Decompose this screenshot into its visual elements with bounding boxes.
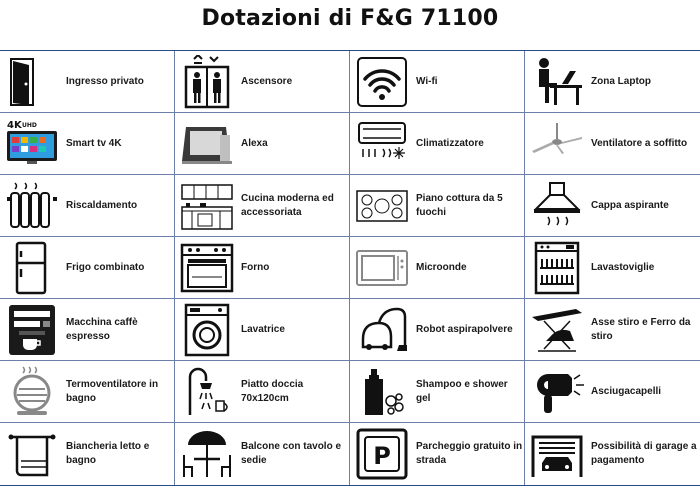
amenity-label: Robot aspirapolvere [416,323,513,335]
amenity-label: Macchina caffè espresso [66,316,138,342]
amenity-label: Asciugacapelli [591,385,662,397]
iron-icon [529,302,585,358]
elevator-icon [179,54,235,110]
amenity-item [350,361,525,423]
amenity-item [0,113,175,175]
cooktop-icon [354,178,410,234]
svg-text:P: P [373,442,391,470]
amenity-label: Zona Laptop [591,75,651,87]
amenity-label: Smart tv 4K [66,137,122,149]
shower-icon [179,364,235,420]
amenity-item [350,113,525,175]
microwave-icon [354,240,410,296]
kitchen-icon [179,178,235,234]
laptop-desk-icon [529,54,585,110]
washing-machine-icon [179,302,235,358]
amenity-item [525,237,700,299]
hair-dryer-icon [529,364,585,420]
amenity-label: Riscaldamento [66,199,138,211]
parking-icon [354,426,410,482]
dishwasher-icon [529,240,585,296]
amenity-label: Climatizzatore [416,137,484,149]
smart-tv-icon [4,116,60,172]
amenity-item [0,423,175,485]
amenity-item [0,237,175,299]
amenity-label: Lavatrice [241,323,285,335]
smart-display-icon [179,116,235,172]
amenity-label: Piatto doccia 70x120cm [241,378,304,404]
amenity-item [350,175,525,237]
amenity-item [350,299,525,361]
amenity-label: Termoventilatore in bagno [66,378,159,404]
fridge-icon [4,240,60,296]
svg-text:UHD: UHD [22,121,37,129]
amenity-item [525,423,700,485]
amenity-label: Piano cottura da 5 fuochi [416,192,503,218]
amenity-label: Possibilità di garage a pagamento [591,441,697,466]
oven-icon [179,240,235,296]
amenity-item [175,361,350,423]
amenities-grid [0,50,700,486]
amenity-item [175,299,350,361]
shampoo-icon [354,364,410,420]
garage-icon [529,426,585,482]
amenity-label: Biancheria letto e bagno [66,441,150,466]
amenity-label: Cappa aspirante [591,199,669,211]
amenity-label: Ventilatore a soffitto [591,137,688,149]
fan-heater-icon [4,364,60,420]
amenity-label: Shampoo e shower gel [416,378,508,404]
amenity-item [0,51,175,113]
amenity-item [175,113,350,175]
amenity-item [350,237,525,299]
amenity-item [175,237,350,299]
amenity-item [350,51,525,113]
amenity-label: Asse stiro e Ferro da stiro [591,316,691,342]
amenity-item [525,175,700,237]
amenity-item [0,299,175,361]
amenity-item [175,175,350,237]
amenity-label: Alexa [241,137,268,149]
range-hood-icon [529,178,585,234]
ceiling-fan-icon [529,116,585,172]
towel-icon [4,426,60,482]
amenity-label: Forno [241,261,270,273]
amenity-label: Cucina moderna ed accessoriata [241,192,334,218]
wifi-icon [354,54,410,110]
svg-text:4K: 4K [7,119,22,131]
radiator-icon [4,178,60,234]
amenity-label: Ascensore [241,75,293,87]
door-icon [4,54,60,110]
amenity-label: Microonde [416,261,467,273]
air-conditioner-icon [354,116,410,172]
amenity-item [175,51,350,113]
amenity-label: Balcone con tavolo e sedie [241,441,342,466]
espresso-machine-icon [4,302,60,358]
amenity-label: Wi-fi [416,75,438,87]
amenity-item [525,113,700,175]
amenity-label: Frigo combinato [66,261,145,273]
amenity-label: Parcheggio gratuito in strada [416,441,523,466]
amenity-item [0,361,175,423]
amenity-label: Lavastoviglie [591,261,655,273]
amenity-item [525,361,700,423]
vacuum-cleaner-icon [354,302,410,358]
amenity-item [350,423,525,485]
amenity-item [525,51,700,113]
amenity-item [175,423,350,485]
page-title: Dotazioni di F&G 71100 [201,6,499,31]
amenity-item [525,299,700,361]
amenity-item [0,175,175,237]
patio-table-icon [179,426,235,482]
amenity-label: Ingresso privato [66,75,144,87]
